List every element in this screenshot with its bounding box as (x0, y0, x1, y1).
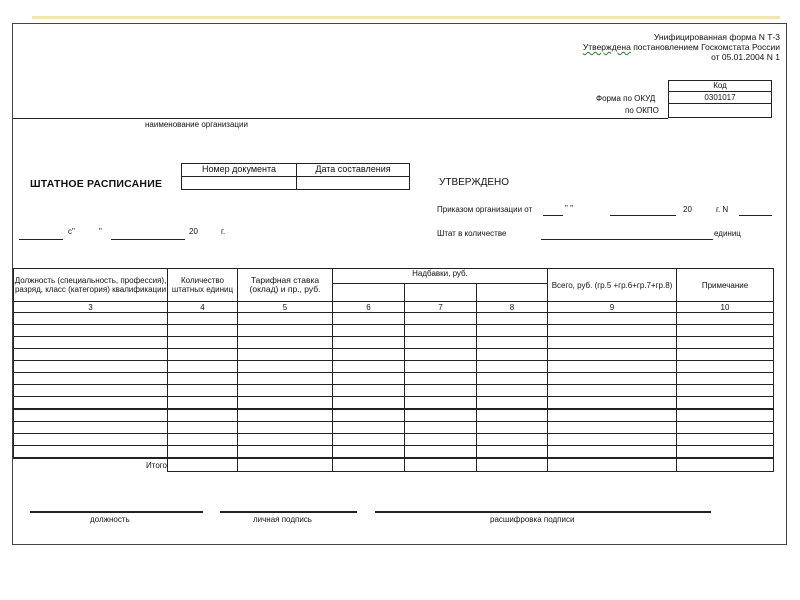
org-caption: наименование организации (145, 120, 248, 129)
table-cell (14, 434, 168, 446)
doc-date-header: Дата составления (315, 164, 391, 174)
total-label: Итого (14, 458, 168, 471)
table-cell (405, 446, 477, 459)
bonus-col-a (333, 284, 405, 302)
total-rate-cell (238, 458, 333, 471)
period-month-line (111, 239, 185, 240)
table-cell (14, 409, 168, 422)
table-cell (677, 349, 774, 361)
table-cell (238, 385, 333, 397)
header-total: Всего, руб. (гр.5 +гр.6+гр.7+гр.8) (548, 269, 677, 302)
table-cell (405, 337, 477, 349)
table-cell (238, 397, 333, 410)
table-cell (477, 337, 548, 349)
table-cell (477, 313, 548, 325)
header-count: Количество штатных единиц (168, 269, 238, 302)
table-cell (405, 422, 477, 434)
table-cell (677, 313, 774, 325)
table-cell (238, 349, 333, 361)
table-cell (14, 373, 168, 385)
table-cell (477, 422, 548, 434)
position-sign-line (30, 511, 203, 513)
table-cell (168, 409, 238, 422)
table-cell (548, 313, 677, 325)
table-cell (677, 446, 774, 459)
header-position: Должность (специальность, профессия), разряд, класс (категория) квалификации (14, 269, 168, 302)
table-cell (677, 325, 774, 337)
table-cell (548, 409, 677, 422)
table-cell (14, 385, 168, 397)
table-cell (168, 325, 238, 337)
table-cell (168, 434, 238, 446)
table-cell (333, 313, 405, 325)
table-row (14, 422, 774, 434)
table-cell (238, 409, 333, 422)
table-cell (168, 385, 238, 397)
table-row (14, 434, 774, 446)
table-row (14, 325, 774, 337)
table-cell (548, 434, 677, 446)
table-cell (405, 397, 477, 410)
table-cell (677, 434, 774, 446)
table-cell (14, 325, 168, 337)
table-cell (405, 373, 477, 385)
table-cell (238, 313, 333, 325)
period-year-suffix: г. (221, 227, 226, 236)
okud-value: 0301017 (704, 93, 736, 102)
table-cell (333, 422, 405, 434)
table-cell (168, 397, 238, 410)
table-cell (238, 373, 333, 385)
table-cell (333, 409, 405, 422)
table-cell (333, 373, 405, 385)
approved-heading: УТВЕРЖДЕНО (439, 177, 510, 188)
order-number-label: г. N (716, 205, 729, 214)
table-row (14, 385, 774, 397)
period-year: 20 (189, 227, 198, 236)
doc-number-value-cell (181, 176, 297, 190)
order-number-line (739, 215, 772, 216)
code-header: Код (713, 81, 727, 90)
table-cell (168, 361, 238, 373)
table-cell (405, 361, 477, 373)
table-cell (238, 361, 333, 373)
table-cell (238, 422, 333, 434)
table-cell (238, 337, 333, 349)
sign-signature-caption: личная подпись (253, 515, 312, 524)
table-row (14, 397, 774, 410)
order-day-line (543, 215, 563, 216)
approved-word: Утверждена (582, 42, 631, 52)
table-cell (14, 397, 168, 410)
total-count-cell (168, 458, 238, 471)
table-cell (677, 422, 774, 434)
document-title: ШТАТНОЕ РАСПИСАНИЕ (30, 178, 163, 190)
table-cell (477, 434, 548, 446)
table-cell (238, 446, 333, 459)
table-body (14, 313, 774, 459)
period-from: с" (68, 227, 75, 236)
staff-units: единиц (714, 229, 741, 238)
table-cell (333, 397, 405, 410)
table-cell (677, 409, 774, 422)
okpo-cell (668, 103, 772, 118)
col-number: 4 (168, 302, 238, 313)
col-number: 5 (238, 302, 333, 313)
total-bonus-b-cell (405, 458, 477, 471)
table-cell (168, 313, 238, 325)
table-cell (14, 422, 168, 434)
table-cell (333, 446, 405, 459)
staff-label: Штат в количестве (437, 229, 507, 238)
table-cell (168, 446, 238, 459)
table-cell (548, 337, 677, 349)
header-note: Примечание (677, 269, 774, 302)
table-cell (333, 349, 405, 361)
col-number: 6 (333, 302, 405, 313)
decoding-line (375, 511, 711, 513)
table-cell (405, 385, 477, 397)
table-cell (477, 409, 548, 422)
table-cell (405, 349, 477, 361)
doc-number-header: Номер документа (201, 164, 277, 174)
table-cell (238, 325, 333, 337)
table-row (14, 361, 774, 373)
table-cell (548, 385, 677, 397)
table-cell (477, 349, 548, 361)
order-quotes: " " (565, 204, 573, 213)
total-bonus-a-cell (333, 458, 405, 471)
col-number: 10 (677, 302, 774, 313)
table-cell (14, 313, 168, 325)
table-row (14, 446, 774, 459)
table-cell (168, 373, 238, 385)
staff-count-line (541, 239, 713, 240)
okpo-label: по ОКПО (625, 106, 659, 115)
table-cell (168, 422, 238, 434)
period-day-line (19, 239, 63, 240)
form-approval (583, 42, 780, 52)
bonus-col-b (405, 284, 477, 302)
table-cell (333, 434, 405, 446)
table-cell (477, 385, 548, 397)
table-cell (14, 337, 168, 349)
table-cell (405, 313, 477, 325)
table-cell (548, 422, 677, 434)
table-row (14, 349, 774, 361)
table-cell (168, 337, 238, 349)
table-cell (168, 349, 238, 361)
table-cell (548, 349, 677, 361)
header-bonuses: Надбавки, руб. (333, 269, 548, 284)
table-cell (477, 446, 548, 459)
table-cell (333, 361, 405, 373)
table-cell (548, 397, 677, 410)
form-name: Унифицированная форма N Т-3 (653, 32, 780, 42)
table-cell (333, 325, 405, 337)
total-note-cell (677, 458, 774, 471)
col-number: 8 (477, 302, 548, 313)
doc-date-value-cell (296, 176, 410, 190)
header-rate: Тарифная ставка (оклад) и пр., руб. (238, 269, 333, 302)
table-row (14, 373, 774, 385)
order-label: Приказом организации от (437, 205, 533, 214)
table-cell (14, 446, 168, 459)
total-sum-cell (548, 458, 677, 471)
table-cell (405, 434, 477, 446)
period-quote: " (99, 227, 102, 236)
okud-label: Форма по ОКУД (596, 94, 656, 103)
table-cell (333, 385, 405, 397)
bonus-col-c (477, 284, 548, 302)
table-cell (477, 397, 548, 410)
staff-table (13, 268, 774, 472)
table-cell (238, 434, 333, 446)
table-cell (405, 409, 477, 422)
table-cell (677, 373, 774, 385)
table-row (14, 337, 774, 349)
table-cell (677, 385, 774, 397)
col-number: 3 (14, 302, 168, 313)
sign-position-caption: должность (90, 515, 130, 524)
approval-rest: постановлением Госкомстата России (630, 42, 780, 52)
top-accent-bar (32, 16, 780, 19)
table-cell (548, 373, 677, 385)
sign-decoding-caption: расшифровка подписи (490, 515, 575, 524)
table-cell (477, 361, 548, 373)
order-year: 20 (683, 205, 692, 214)
signature-line (220, 511, 357, 513)
col-number: 9 (548, 302, 677, 313)
table-cell (333, 337, 405, 349)
order-month-line (610, 215, 676, 216)
table-cell (477, 373, 548, 385)
col-number: 7 (405, 302, 477, 313)
table-cell (677, 337, 774, 349)
table-cell (548, 361, 677, 373)
table-cell (677, 361, 774, 373)
table-cell (548, 325, 677, 337)
table-row (14, 409, 774, 422)
table-cell (477, 325, 548, 337)
table-cell (405, 325, 477, 337)
form-sheet (12, 23, 787, 545)
table-row (14, 313, 774, 325)
total-bonus-c-cell (477, 458, 548, 471)
table-cell (548, 446, 677, 459)
org-name-line (13, 118, 668, 119)
table-cell (677, 397, 774, 410)
form-approval-date: от 05.01.2004 N 1 (711, 52, 780, 62)
table-cell (14, 349, 168, 361)
table-cell (14, 361, 168, 373)
